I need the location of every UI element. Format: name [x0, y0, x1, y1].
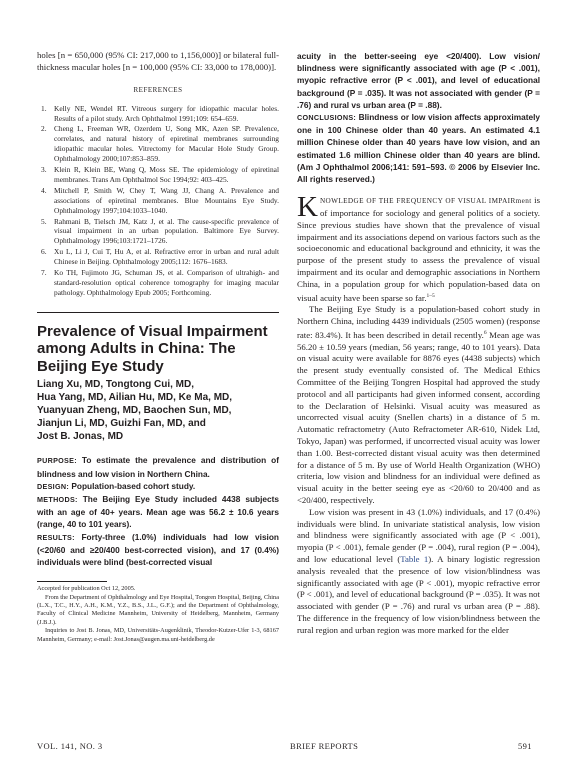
- right-column: [297, 50, 540, 637]
- abstract-methods: METHODS: The Beijing Eye Study included 4438 subjects with an age of 40+ years. Mean age was 56.2 ± 10.6 years (range, 40 to 101 years).: [37, 493, 279, 530]
- abstract-results: RESULTS: Forty-three (1.0%) individuals had low vision (<20/60 and ≥20/400 best-corrected vision), and 17 (0.4%) individuals were blind (best-corrected visual: [37, 531, 279, 567]
- footer-section: BRIEF REPORTS: [290, 741, 359, 751]
- reference-item: 3. Klein R, Klein BE, Wang Q, Moss SE. The epidemiology of epiretinal membranes. Trans Am Ophthalmol Soc 1994;92: 403–425.: [41, 165, 279, 184]
- left-column: [37, 50, 279, 644]
- reference-list: [37, 104, 279, 298]
- reference-item: 6. Xu L, Li J, Cui T, Hu A, et al. Refractive error in urban and rural adult Chinese in Beijing. Ophthalmology 2005;112: 1676–1683.: [41, 247, 279, 267]
- abstract-conclusions: CONCLUSIONS: Blindness or low vision affects approximately one in 100 Chinese older than 40 years. An estimated 4.1 million Chinese older than 40 years have low vision, and an estimated 1.6 million Chinese older than 40 years are blind. (Am J Ophthalmol 2006;141: 591–593. © 2006 by Elsevier Inc. All rights reserved.): [297, 112, 540, 185]
- footer-volume: VOL. 141, NO. 3: [37, 741, 103, 751]
- table-1-link[interactable]: Table 1: [400, 553, 429, 564]
- reference-item: 1. Kelly NE, Wendel RT. Vitreous surgery for idiopathic macular holes. Results of a pilot study. Arch Ophthalmol 1991;109: 654–659.: [41, 103, 279, 123]
- footnote-divider: [37, 581, 107, 582]
- abstract-design: DESIGN: Population-based cohort study.: [37, 480, 196, 491]
- reference-item: 2. Cheng L, Freeman WR, Ozerdem U, Song MK, Azen SP. Prevalence, correlates, and natural history of epiretinal membranes surrounding idiopathic macular holes. Vitrectomy for Macular Hole Study Group. Ophthalmology 2000;107:853–859.: [41, 124, 279, 164]
- intro-paragraph: holes [n = 650,000 (95% CI: 217,000 to 1,156,000)] or bilateral full-thickness macular holes [n = 100,000 (95% CI: 33,000 to 178,000)].: [37, 50, 279, 72]
- reference-item: 7. Ko TH, Fujimoto JG, Schuman JS, et al. Comparison of ultrahigh- and standard-resolution optical coherence tomography for imaging macular pathology. Ophthalmology Epub 2005; Forthcoming.: [41, 268, 279, 297]
- body-paragraph-2: The Beijing Eye Study is a population-based cohort study in Northern China, including 4439 individuals (2505 women) (response rate: 83.4%). It has been described in detail recently.$^6$ Mean age was 56.20 ± 10.59 years (median, 56 years; range, 40 to 101 years). Data on visual acuity were available for 8876 eyes (4438 subjects) which the present study eventually consisted of. The Medical Ethics Committee of the Beijing Tongren Hospital had approved the study protocol and all participants had given informed consent, according to the Declaration of Helsinki. Visual acuity was measured as uncorrected visual acuity (Snellen charts) in a distance of 5 m. Automatic refractometry (Auto Refractometer AR-610, Nidek Ltd, Tokyo, Japan) was performed, if uncorrected visual acuity was lower than 1.00. Best-corrected distant visual acuity was then determined for a distance of 5 m. By use of World Health Organization (WHO) criteria, low vision and blindness for an individual were defined as visual acuity in the better seeing eye as <20/60 to 20/400 and as <20/400, respectively.: [297, 304, 540, 505]
- body-paragraph-1: KNOWLEDGE OF THE FREQUENCY OF VISUAL IMPAIRment is of importance for sociology and general politics of a society. Since previous studies have shown that the prevalence of visual impairment and its associations depend on various factors such as the socioeconomic and educational background and ethnicity, it was the purpose of the present study to assess the prevalence of visual impairment and its ocular and demographic associations in Northern China, in a population group for which population-based data on visual acuity have been sparse so far.$^{1-5}$: [297, 191, 540, 303]
- drop-cap: K: [297, 191, 318, 224]
- author-line: Hua Yang, MD, Ailian Hu, MD, Ke Ma, MD,: [37, 392, 233, 404]
- abstract-results-cont: acuity in the better-seeing eye <20/400). Low vision/ blindness were significantly associated with age (P < .001), myopic refractive error (P < .001), and level of educational background (P = .035). It was not associated with gender (P = .76) and rural vs urban area (P = .88).: [297, 51, 540, 110]
- author-line: Jianjun Li, MD, Guizhi Fan, MD, and: [37, 418, 206, 430]
- reference-item: 5. Rahmani B, Tielsch JM, Katz J, et al. The cause-specific prevalence of visual impairment in an urban population. Baltimore Eye Survey. Ophthalmology 1996;103:1721–1726.: [41, 216, 279, 246]
- footnote-inquiries: Inquiries to Jost B. Jonas, MD, Universitäts-Augenklinik, Theodor-Kutzer-Ufer 1-3, 68167 Mannheim, Germany; e-mail: Jost.Jonas@augen.ma.uni-heidelberg.de: [37, 627, 279, 643]
- references-heading: REFERENCES: [133, 85, 183, 94]
- footer-page-number: 591: [518, 741, 532, 751]
- article-title: Prevalence of Visual Impairment among Adults in China: The Beijing Eye Study: [37, 322, 268, 375]
- section-divider: [37, 312, 279, 313]
- author-list: [37, 378, 279, 443]
- body-paragraph-3: Low vision was present in 43 (1.0%) individuals, and 17 (0.4%) individuals were blind. In univariate statistical analysis, low vision and blindness were significantly associated with age (P < .001), myopia (P < .001), female gender (P = .004), rural region (P = .004), and low educational level (Table 1). A binary logistic regression analysis revealed that the presence of low vision/blindness was significantly associated with age (P < .001), myopic refractive error (P < .001), and level of educational background (P = .035). It was not associated with gender (P = .76) and rural vs urban area (P = .88). The difference in the frequency of low vision/blindness between the rural region and urban region was more marked for the elder: [297, 506, 540, 635]
- author-line: Jost B. Jonas, MD: [37, 431, 124, 443]
- reference-item: 4. Mitchell P, Smith W, Chey T, Wang JJ, Chang A. Prevalence and associations of epiretinal membranes. Blue Mountains Eye Study. Ophthalmology 1997;104:1033–1040.: [41, 185, 279, 215]
- footnote-affiliation: From the Department of Ophthalmology and Eye Hospital, Tongren Hospital, Beijing, China (L.X., T.C., H.Y., A.H., K.M., Y.Z., B.S., J.L., G.F.); and the Department of Ophthalmology, Faculty of Clinical Medicine Mannheim, University of Heidelberg, Mannheim, Germany (J.B.J.).: [37, 593, 279, 626]
- author-line: Yuanyuan Zheng, MD, Baochen Sun, MD,: [37, 405, 232, 417]
- abstract-purpose: PURPOSE: To estimate the prevalence and distribution of blindness and low vision in Northern China.: [37, 455, 279, 479]
- abstract-continued: [297, 50, 540, 185]
- footnote-accepted: Accepted for publication Oct 12, 2005.: [37, 585, 136, 593]
- author-line: Liang Xu, MD, Tongtong Cui, MD,: [37, 379, 195, 391]
- abstract: [37, 454, 279, 568]
